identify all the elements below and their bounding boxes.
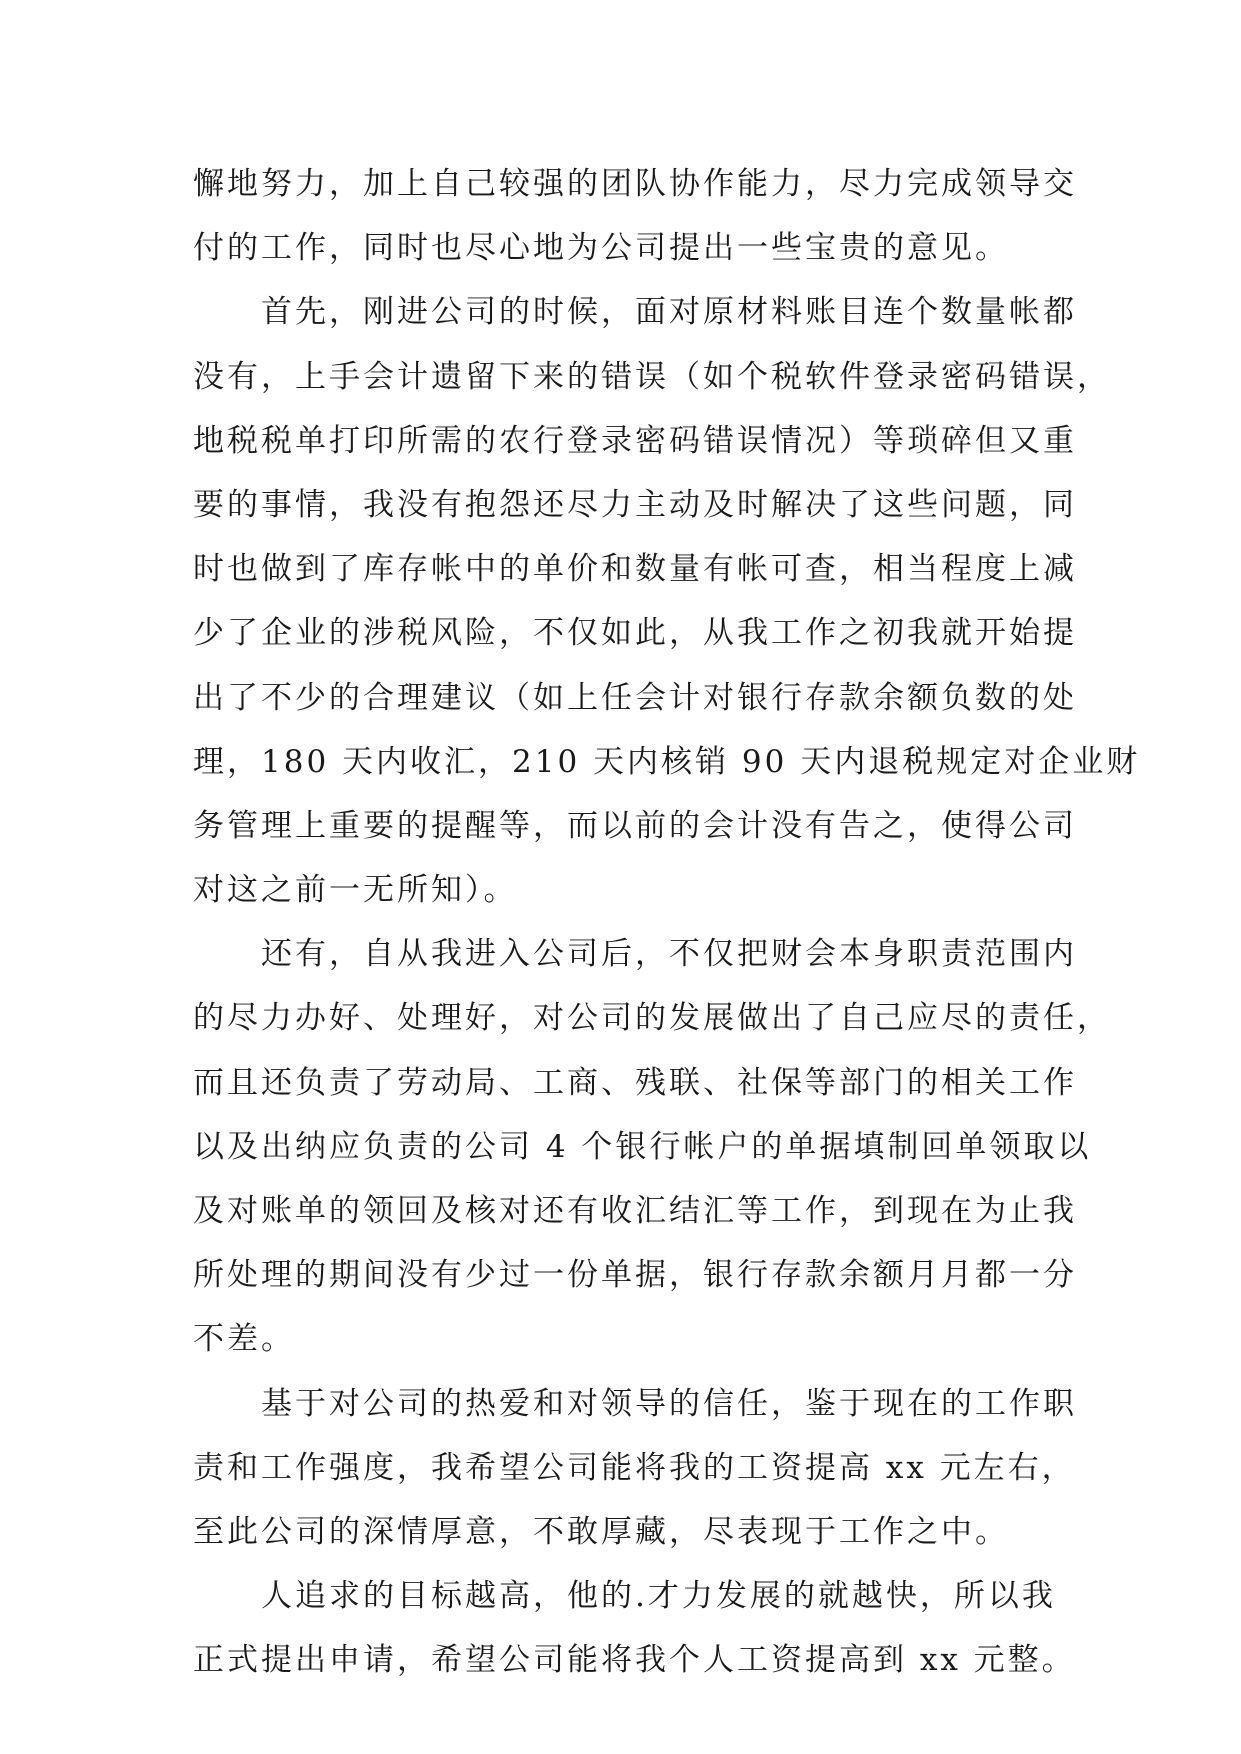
text-line: 首先，刚进公司的时候，面对原材料账目连个数量帐都 bbox=[193, 294, 1077, 331]
paragraph-4 bbox=[193, 1372, 1077, 1565]
text-line: 对这之前一无所知）。 bbox=[193, 872, 518, 909]
text-line: 而且还负责了劳动局、工商、残联、社保等部门的相关工作 bbox=[193, 1064, 1077, 1101]
paragraph-1 bbox=[193, 152, 1077, 280]
text-line: 要的事情，我没有抱怨还尽力主动及时解决了这些问题，同 bbox=[193, 486, 1077, 523]
paragraph-5 bbox=[193, 1564, 1076, 1692]
text-line: 正式提出申请，希望公司能将我个人工资提高到 xx 元整。 bbox=[193, 1642, 1076, 1679]
text-line: 懈地努力，加上自己较强的团队协作能力，尽力完成领导交 bbox=[193, 166, 1077, 202]
text-line: 还有，自从我进入公司后，不仅把财会本身职责范围内 bbox=[193, 936, 1077, 973]
text-line: 基于对公司的热爱和对领导的信任，鉴于现在的工作职 bbox=[193, 1385, 1077, 1422]
text-line: 务管理上重要的提醒等，而以前的会计没有告之，使得公司 bbox=[193, 807, 1077, 844]
text-line: 付的工作，同时也尽心地为公司提出一些宝贵的意见。 bbox=[193, 230, 1009, 267]
text-line: 的尽力办好、处理好，对公司的发展做出了自己应尽的责任， bbox=[193, 1000, 1111, 1037]
paragraph-2 bbox=[193, 280, 1141, 922]
text-line: 人追求的目标越高，他的.才力发展的就越快，所以我 bbox=[193, 1578, 1056, 1615]
text-line: 时也做到了库存帐中的单价和数量有帐可查，相当程度上减 bbox=[193, 551, 1077, 588]
text-line: 及对账单的领回及核对还有收汇结汇等工作，到现在为止我 bbox=[193, 1193, 1077, 1229]
text-line: 地税税单打印所需的农行登录密码错误情况）等琐碎但又重 bbox=[193, 422, 1077, 459]
text-line: 不差。 bbox=[193, 1321, 295, 1358]
text-line: 以及出纳应负责的公司 4 个银行帐户的单据填制回单领取以 bbox=[193, 1128, 1092, 1165]
text-line: 责和工作强度，我希望公司能将我的工资提高 xx 元左右， bbox=[193, 1449, 1076, 1486]
text-line: 所处理的期间没有少过一份单据，银行存款余额月月都一分 bbox=[193, 1257, 1077, 1294]
paragraph-3 bbox=[193, 922, 1111, 1371]
text-line: 没有，上手会计遗留下来的错误（如个税软件登录密码错误， bbox=[193, 358, 1111, 395]
text-line: 至此公司的深情厚意，不敢厚藏，尽表现于工作之中。 bbox=[193, 1513, 1009, 1550]
text-line: 少了企业的涉税风险，不仅如此，从我工作之初我就开始提 bbox=[193, 615, 1077, 652]
text-line: 出了不少的合理建议（如上任会计对银行存款余额负数的处 bbox=[193, 679, 1077, 716]
text-line: 理，180 天内收汇，210 天内核销 90 天内退税规定对企业财 bbox=[193, 743, 1141, 780]
document-body bbox=[193, 152, 1141, 1693]
